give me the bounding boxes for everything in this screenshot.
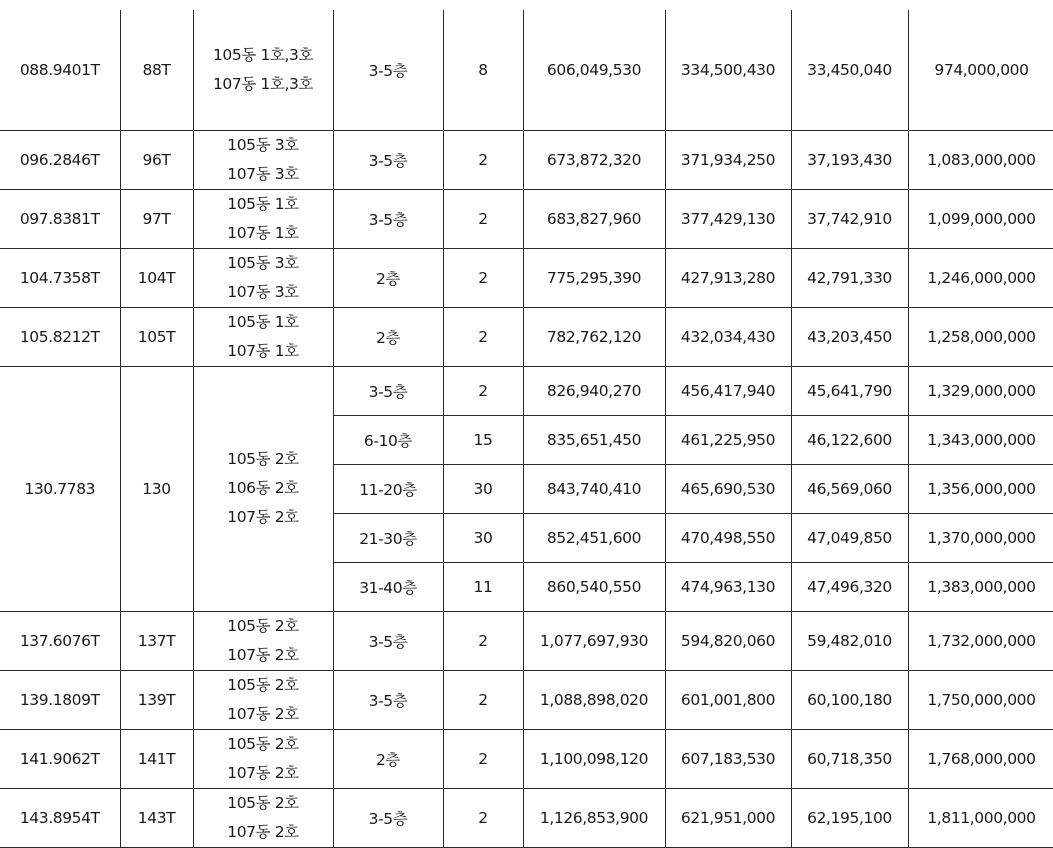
dong-line: 107동 1호 — [227, 341, 299, 360]
type-cell: 97T — [120, 189, 193, 248]
floor-cell: 21-30층 — [333, 513, 443, 562]
table-row — [0, 366, 1053, 415]
count-cell: 2 — [443, 788, 523, 847]
floor-cell: 3-5층 — [333, 788, 443, 847]
table-row — [0, 611, 1053, 670]
building-price-cell: 432,034,430 — [665, 307, 791, 366]
vat-cell: 45,641,790 — [791, 366, 908, 415]
land-price-cell: 782,762,120 — [523, 307, 665, 366]
land-price-cell: 1,126,853,900 — [523, 788, 665, 847]
floor-cell: 3-5층 — [333, 366, 443, 415]
total-price-cell: 1,732,000,000 — [908, 611, 1053, 670]
table-row — [0, 670, 1053, 729]
total-price-cell: 1,811,000,000 — [908, 788, 1053, 847]
dong-line: 107동 2호 — [227, 822, 299, 841]
land-price-cell: 673,872,320 — [523, 130, 665, 189]
land-price-cell: 683,827,960 — [523, 189, 665, 248]
dong-line: 105동 1호,3호 — [212, 45, 314, 64]
vat-cell: 60,718,350 — [791, 729, 908, 788]
total-price-cell: 1,356,000,000 — [908, 464, 1053, 513]
building-price-cell: 594,820,060 — [665, 611, 791, 670]
type-cell: 130 — [120, 366, 193, 611]
dong-cell — [193, 248, 333, 307]
dong-cell — [193, 10, 333, 130]
building-price-cell: 334,500,430 — [665, 10, 791, 130]
type-cell: 105T — [120, 307, 193, 366]
land-price-cell: 835,651,450 — [523, 415, 665, 464]
land-price-cell: 1,100,098,120 — [523, 729, 665, 788]
vat-cell: 47,049,850 — [791, 513, 908, 562]
count-cell: 11 — [443, 562, 523, 611]
total-price-cell: 1,246,000,000 — [908, 248, 1053, 307]
floor-cell: 6-10층 — [333, 415, 443, 464]
type-cell: 141T — [120, 729, 193, 788]
count-cell: 2 — [443, 670, 523, 729]
vat-cell: 59,482,010 — [791, 611, 908, 670]
land-price-cell: 852,451,600 — [523, 513, 665, 562]
count-cell: 30 — [443, 513, 523, 562]
total-price-cell: 1,099,000,000 — [908, 189, 1053, 248]
dong-cell — [193, 729, 333, 788]
vat-cell: 47,496,320 — [791, 562, 908, 611]
land-price-cell: 843,740,410 — [523, 464, 665, 513]
total-price-cell: 1,258,000,000 — [908, 307, 1053, 366]
floor-cell: 11-20층 — [333, 464, 443, 513]
area-cell: 141.9062T — [0, 729, 120, 788]
dong-line: 105동 3호 — [227, 135, 299, 154]
dong-line: 107동 1호,3호 — [212, 74, 314, 93]
building-price-cell: 474,963,130 — [665, 562, 791, 611]
building-price-cell: 427,913,280 — [665, 248, 791, 307]
dong-line: 107동 2호 — [227, 508, 299, 526]
area-cell: 105.8212T — [0, 307, 120, 366]
total-price-cell: 1,383,000,000 — [908, 562, 1053, 611]
vat-cell: 33,450,040 — [791, 10, 908, 130]
type-cell: 139T — [120, 670, 193, 729]
dong-line: 107동 1호 — [227, 223, 299, 242]
type-cell: 96T — [120, 130, 193, 189]
vat-cell: 37,193,430 — [791, 130, 908, 189]
land-price-cell: 826,940,270 — [523, 366, 665, 415]
area-cell: 097.8381T — [0, 189, 120, 248]
table-row — [0, 307, 1053, 366]
vat-cell: 43,203,450 — [791, 307, 908, 366]
vat-cell: 62,195,100 — [791, 788, 908, 847]
type-cell: 104T — [120, 248, 193, 307]
vat-cell: 42,791,330 — [791, 248, 908, 307]
dong-cell — [193, 366, 333, 611]
total-price-cell: 1,329,000,000 — [908, 366, 1053, 415]
area-cell: 143.8954T — [0, 788, 120, 847]
total-price-cell: 1,768,000,000 — [908, 729, 1053, 788]
building-price-cell: 461,225,950 — [665, 415, 791, 464]
dong-line: 106동 2호 — [227, 479, 299, 497]
dong-line: 107동 2호 — [227, 704, 299, 723]
total-price-cell: 1,343,000,000 — [908, 415, 1053, 464]
building-price-cell: 371,934,250 — [665, 130, 791, 189]
dong-cell — [193, 307, 333, 366]
dong-line: 107동 2호 — [227, 645, 299, 664]
floor-cell: 2층 — [333, 729, 443, 788]
total-price-cell: 974,000,000 — [908, 10, 1053, 130]
vat-cell: 60,100,180 — [791, 670, 908, 729]
table-row — [0, 248, 1053, 307]
count-cell: 15 — [443, 415, 523, 464]
count-cell: 2 — [443, 307, 523, 366]
dong-line: 105동 2호 — [227, 616, 299, 635]
type-cell: 143T — [120, 788, 193, 847]
land-price-cell: 606,049,530 — [523, 10, 665, 130]
count-cell: 2 — [443, 729, 523, 788]
building-price-cell: 377,429,130 — [665, 189, 791, 248]
vat-cell: 46,122,600 — [791, 415, 908, 464]
area-cell: 130.7783 — [0, 366, 120, 611]
dong-cell — [193, 611, 333, 670]
count-cell: 2 — [443, 611, 523, 670]
dong-line: 107동 3호 — [227, 282, 299, 301]
price-table — [0, 10, 1053, 848]
count-cell: 2 — [443, 189, 523, 248]
dong-line: 105동 2호 — [227, 793, 299, 812]
building-price-cell: 456,417,940 — [665, 366, 791, 415]
area-cell: 139.1809T — [0, 670, 120, 729]
floor-cell: 3-5층 — [333, 130, 443, 189]
building-price-cell: 607,183,530 — [665, 729, 791, 788]
floor-cell: 3-5층 — [333, 611, 443, 670]
area-cell: 137.6076T — [0, 611, 120, 670]
total-price-cell: 1,750,000,000 — [908, 670, 1053, 729]
dong-line: 107동 3호 — [227, 164, 299, 183]
table-row — [0, 10, 1053, 130]
floor-cell: 3-5층 — [333, 189, 443, 248]
dong-line: 105동 2호 — [227, 734, 299, 753]
dong-line: 105동 2호 — [227, 675, 299, 694]
building-price-cell: 465,690,530 — [665, 464, 791, 513]
area-cell: 096.2846T — [0, 130, 120, 189]
floor-cell: 31-40층 — [333, 562, 443, 611]
vat-cell: 46,569,060 — [791, 464, 908, 513]
floor-cell: 3-5층 — [333, 10, 443, 130]
total-price-cell: 1,083,000,000 — [908, 130, 1053, 189]
area-cell: 104.7358T — [0, 248, 120, 307]
floor-cell: 3-5층 — [333, 670, 443, 729]
building-price-cell: 601,001,800 — [665, 670, 791, 729]
table-row — [0, 189, 1053, 248]
dong-cell — [193, 788, 333, 847]
dong-line: 105동 1호 — [227, 194, 299, 213]
count-cell: 2 — [443, 130, 523, 189]
area-cell: 088.9401T — [0, 10, 120, 130]
table-row — [0, 130, 1053, 189]
dong-cell — [193, 130, 333, 189]
table-row — [0, 788, 1053, 847]
type-cell: 88T — [120, 10, 193, 130]
dong-line: 105동 3호 — [227, 253, 299, 272]
land-price-cell: 775,295,390 — [523, 248, 665, 307]
count-cell: 2 — [443, 248, 523, 307]
floor-cell: 2층 — [333, 248, 443, 307]
count-cell: 8 — [443, 10, 523, 130]
total-price-cell: 1,370,000,000 — [908, 513, 1053, 562]
dong-cell — [193, 189, 333, 248]
dong-line: 105동 1호 — [227, 312, 299, 331]
dong-cell — [193, 670, 333, 729]
type-cell: 137T — [120, 611, 193, 670]
building-price-cell: 621,951,000 — [665, 788, 791, 847]
land-price-cell: 1,077,697,930 — [523, 611, 665, 670]
table-body — [0, 10, 1053, 847]
table-row — [0, 729, 1053, 788]
floor-cell: 2층 — [333, 307, 443, 366]
land-price-cell: 860,540,550 — [523, 562, 665, 611]
dong-line: 105동 2호 — [227, 450, 299, 468]
count-cell: 30 — [443, 464, 523, 513]
vat-cell: 37,742,910 — [791, 189, 908, 248]
dong-line: 107동 2호 — [227, 763, 299, 782]
building-price-cell: 470,498,550 — [665, 513, 791, 562]
count-cell: 2 — [443, 366, 523, 415]
land-price-cell: 1,088,898,020 — [523, 670, 665, 729]
